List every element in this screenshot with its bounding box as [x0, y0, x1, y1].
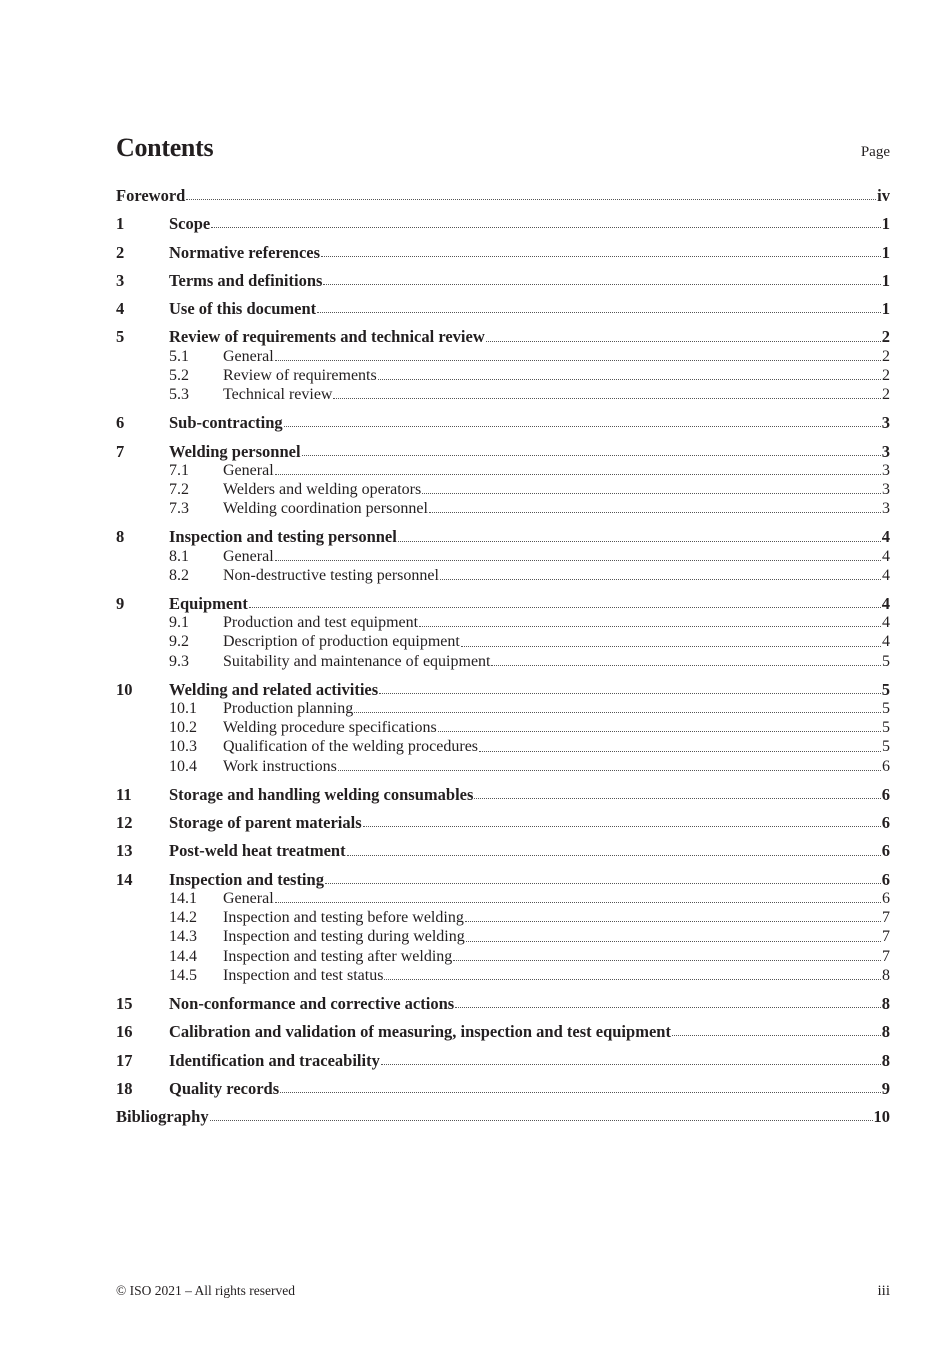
toc-entry-page[interactable]: 8	[881, 1050, 890, 1070]
toc-subentry[interactable]	[116, 718, 890, 737]
toc-entry-number: 18	[116, 1078, 133, 1098]
toc-subentry[interactable]	[116, 547, 890, 566]
toc-subentry[interactable]	[116, 499, 890, 518]
toc-entry-page[interactable]: 7	[882, 909, 890, 927]
toc-entry-title[interactable]: Production planning	[223, 700, 354, 718]
toc-entry-number: 8.1	[169, 547, 189, 565]
toc-entry-page[interactable]: 2	[882, 385, 890, 403]
toc-entry-title[interactable]: Inspection and testing personnel	[169, 527, 397, 547]
toc-entry-page[interactable]: 5	[882, 738, 890, 756]
toc-subentry[interactable]	[116, 947, 890, 966]
toc-entry[interactable]	[116, 327, 890, 346]
toc-subentry[interactable]	[116, 927, 890, 946]
toc-entry-title[interactable]: Description of production equipment	[223, 633, 460, 651]
toc-entry-page[interactable]: 5	[882, 652, 890, 670]
toc-entry-number: 14.5	[169, 966, 197, 984]
toc-entry-title[interactable]: Welders and welding operators	[223, 480, 422, 498]
dot-leader	[275, 560, 881, 561]
toc-entry-number: 7.2	[169, 480, 189, 498]
dot-leader	[210, 1120, 873, 1121]
page-title: Contents	[116, 133, 214, 162]
toc-entry-number: 14.2	[169, 909, 197, 927]
toc-entry-title[interactable]: Inspection and test status	[223, 966, 384, 984]
toc-entry-page[interactable]: 3	[882, 461, 890, 479]
toc-entry-page[interactable]: 9	[881, 1078, 890, 1098]
toc-entry-number: 8	[116, 527, 125, 547]
dot-leader	[275, 902, 881, 903]
toc-entry-title[interactable]: Welding procedure specifications	[223, 719, 437, 737]
dot-leader	[455, 1007, 881, 1008]
dot-leader	[419, 626, 881, 627]
dot-leader	[333, 398, 881, 399]
toc-entry-page[interactable]: 4	[881, 594, 890, 614]
toc-entry-page[interactable]: 8	[882, 966, 890, 984]
toc-entry-number: 3	[116, 270, 125, 290]
toc-entry-number: 14.1	[169, 889, 197, 907]
toc-entry-title[interactable]: Non-destructive testing personnel	[223, 566, 439, 584]
dot-leader	[384, 979, 881, 980]
toc-entry-page[interactable]: 5	[882, 719, 890, 737]
toc-entry-title[interactable]: Sub-contracting	[169, 413, 283, 433]
toc-subentry[interactable]	[116, 966, 890, 985]
toc-entry-page[interactable]: 7	[882, 947, 890, 965]
toc-entry-page[interactable]: 6	[881, 869, 890, 889]
toc-entry-page[interactable]: 1	[881, 214, 890, 234]
toc-entry-page[interactable]: 1	[881, 270, 890, 290]
dot-leader	[275, 360, 881, 361]
toc-entry-title[interactable]: Technical review	[223, 385, 333, 403]
toc-entry-number: 10.3	[169, 738, 197, 756]
toc-entry-title[interactable]: General	[223, 347, 274, 365]
dot-leader	[440, 579, 881, 580]
toc-entry-number: 9.1	[169, 614, 189, 632]
toc-entry-title[interactable]: General	[223, 461, 274, 479]
toc-entry-page[interactable]: 5	[882, 700, 890, 718]
dot-leader	[378, 379, 881, 380]
toc-entry[interactable]	[116, 680, 890, 699]
toc-entry-page[interactable]: 3	[881, 413, 890, 433]
toc-entry-number: 14.3	[169, 928, 197, 946]
toc-entry[interactable]	[116, 243, 890, 262]
toc-subentry[interactable]	[116, 613, 890, 632]
dot-leader	[363, 826, 881, 827]
toc-entry-number: 12	[116, 813, 133, 833]
toc-entry[interactable]	[116, 299, 890, 318]
toc-entry-title[interactable]: General	[223, 547, 274, 565]
toc-subentry[interactable]	[116, 566, 890, 585]
toc-entry-number: 5	[116, 327, 125, 347]
dot-leader	[347, 855, 881, 856]
dot-leader	[465, 921, 881, 922]
toc-entry-page[interactable]: 5	[881, 679, 890, 699]
toc-entry[interactable]	[116, 813, 890, 832]
toc-entry-number: 13	[116, 841, 133, 861]
table-of-contents	[116, 186, 890, 1126]
toc-entry-page[interactable]: 6	[882, 889, 890, 907]
toc-entry-title[interactable]: Calibration and validation of measuring, inspection and test equipment	[169, 1022, 671, 1042]
dot-leader	[381, 1064, 881, 1065]
toc-entry-title[interactable]: Welding coordination personnel	[223, 500, 428, 518]
page-column-label: Page	[860, 144, 890, 160]
dot-leader	[429, 512, 881, 513]
toc-subentry[interactable]	[116, 757, 890, 776]
toc-entry-title[interactable]: Use of this document	[169, 299, 317, 319]
dot-leader	[438, 731, 881, 732]
toc-entry-page[interactable]: 2	[881, 327, 890, 347]
toc-entry-page[interactable]: 7	[882, 928, 890, 946]
toc-entry-number: 4	[116, 299, 125, 319]
toc-entry[interactable]	[116, 1051, 890, 1070]
toc-entry-page[interactable]: 3	[882, 480, 890, 498]
contents-heading	[116, 133, 890, 163]
toc-entry-number: 5.1	[169, 347, 189, 365]
toc-entry-number: 7.1	[169, 461, 189, 479]
dot-leader	[280, 1092, 881, 1093]
dot-leader	[354, 712, 881, 713]
toc-entry-title[interactable]: Welding personnel	[169, 441, 301, 461]
toc-entry-number: 10.2	[169, 719, 197, 737]
footer-page-number: iii	[877, 1283, 890, 1299]
copyright-notice: © ISO 2021 – All rights reserved	[116, 1283, 295, 1298]
dot-leader	[284, 426, 881, 427]
toc-entry[interactable]	[116, 994, 890, 1013]
toc-entry-title[interactable]: Storage of parent materials	[169, 813, 362, 833]
toc-entry[interactable]	[116, 1107, 890, 1126]
toc-entry-title[interactable]: Inspection and testing before welding	[223, 909, 464, 927]
toc-entry-number: 10.1	[169, 700, 197, 718]
dot-leader	[398, 541, 881, 542]
toc-entry[interactable]	[116, 214, 890, 233]
toc-entry[interactable]	[116, 1022, 890, 1041]
toc-subentry[interactable]	[116, 737, 890, 756]
toc-entry-number: 6	[116, 413, 125, 433]
dot-leader	[474, 798, 880, 799]
toc-subentry[interactable]	[116, 480, 890, 499]
toc-subentry[interactable]	[116, 461, 890, 480]
toc-entry[interactable]	[116, 527, 890, 546]
toc-entry-number: 2	[116, 242, 125, 262]
toc-entry[interactable]	[116, 271, 890, 290]
toc-entry-title[interactable]: Work instructions	[223, 757, 337, 775]
toc-entry-title[interactable]: Normative references	[169, 242, 321, 262]
toc-subentry[interactable]	[116, 889, 890, 908]
toc-entry-number: 9	[116, 594, 125, 614]
dot-leader	[211, 227, 881, 228]
toc-entry-page[interactable]: 2	[882, 347, 890, 365]
toc-entry-page[interactable]: 2	[882, 366, 890, 384]
dot-leader	[321, 256, 881, 257]
toc-entry-number: 7.3	[169, 500, 189, 518]
toc-entry-title[interactable]: Quality records	[169, 1078, 280, 1098]
toc-subentry[interactable]	[116, 652, 890, 671]
toc-entry-number: 1	[116, 214, 125, 234]
toc-subentry[interactable]	[116, 908, 890, 927]
dot-leader	[186, 199, 876, 200]
dot-leader	[461, 646, 881, 647]
toc-entry-page[interactable]: 8	[881, 993, 890, 1013]
toc-entry-number: 16	[116, 1022, 133, 1042]
toc-entry-title[interactable]: Inspection and testing during welding	[223, 928, 465, 946]
toc-entry-page[interactable]: iv	[877, 186, 890, 205]
dot-leader	[323, 284, 880, 285]
toc-entry[interactable]	[116, 1079, 890, 1098]
toc-entry-page[interactable]: 1	[881, 299, 890, 319]
toc-entry-page[interactable]: 4	[882, 566, 890, 584]
toc-entry[interactable]	[116, 594, 890, 613]
toc-entry-page[interactable]: 6	[881, 784, 890, 804]
dot-leader	[275, 474, 881, 475]
toc-entry-page[interactable]: 1	[881, 242, 890, 262]
toc-entry-title[interactable]: Production and test equipment	[223, 614, 419, 632]
toc-entry-title[interactable]: Welding and related activities	[169, 679, 379, 699]
page-footer	[116, 1283, 890, 1300]
toc-subentry[interactable]	[116, 347, 890, 366]
toc-entry-title[interactable]: Terms and definitions	[169, 270, 323, 290]
toc-entry[interactable]	[116, 442, 890, 461]
toc-entry-page[interactable]: 3	[881, 441, 890, 461]
toc-entry-title[interactable]: Review of requirements and technical review	[169, 327, 485, 347]
dot-leader	[466, 941, 881, 942]
toc-entry-title[interactable]: Inspection and testing	[169, 869, 324, 889]
toc-entry-number: 9.2	[169, 633, 189, 651]
toc-entry-number: 8.2	[169, 566, 189, 584]
toc-entry-page[interactable]: 3	[882, 500, 890, 518]
toc-entry-number: 15	[116, 993, 133, 1013]
toc-entry-number: 14	[116, 869, 133, 889]
dot-leader	[317, 312, 881, 313]
toc-entry-title[interactable]: Scope	[169, 214, 211, 234]
toc-entry-page[interactable]: 4	[881, 527, 890, 547]
dot-leader	[486, 341, 881, 342]
dot-leader	[379, 693, 881, 694]
toc-entry-title[interactable]: Review of requirements	[223, 366, 377, 384]
toc-entry[interactable]	[116, 870, 890, 889]
toc-entry[interactable]	[116, 413, 890, 432]
toc-entry-number: 14.4	[169, 947, 197, 965]
toc-entry-title[interactable]: Non-conformance and corrective actions	[169, 993, 455, 1013]
dot-leader	[325, 883, 881, 884]
toc-entry-number: 11	[116, 784, 132, 804]
dot-leader	[249, 607, 881, 608]
toc-entry-number: 9.3	[169, 652, 189, 670]
toc-entry-page[interactable]: 4	[882, 614, 890, 632]
toc-entry-title[interactable]: Inspection and testing after welding	[223, 947, 453, 965]
toc-entry-title[interactable]: Post-weld heat treatment	[169, 841, 346, 861]
toc-entry-title[interactable]: Equipment	[169, 594, 248, 614]
toc-subentry[interactable]	[116, 699, 890, 718]
dot-leader	[422, 493, 881, 494]
toc-subentry[interactable]	[116, 385, 890, 404]
toc-entry-page[interactable]: 6	[881, 841, 890, 861]
toc-entry-title[interactable]: Suitability and maintenance of equipment	[223, 652, 491, 670]
dot-leader	[338, 770, 881, 771]
dot-leader	[672, 1035, 881, 1036]
toc-entry-title[interactable]: Foreword	[116, 186, 186, 205]
toc-entry-page[interactable]: 10	[873, 1107, 890, 1127]
toc-entry-title[interactable]: Storage and handling welding consumables	[169, 784, 474, 804]
toc-entry-title[interactable]: Identification and traceability	[169, 1050, 380, 1070]
dot-leader	[453, 960, 881, 961]
toc-entry-page[interactable]: 4	[882, 547, 890, 565]
toc-entry-page[interactable]: 6	[881, 813, 890, 833]
toc-entry-title[interactable]: Qualification of the welding procedures	[223, 738, 479, 756]
toc-entry-number: 5.2	[169, 366, 189, 384]
toc-entry-number: 7	[116, 441, 125, 461]
toc-entry-title[interactable]: Bibliography	[116, 1107, 209, 1127]
toc-subentry[interactable]	[116, 366, 890, 385]
toc-entry-number: 10.4	[169, 757, 197, 775]
toc-entry-number: 10	[116, 679, 133, 699]
toc-entry-title[interactable]: General	[223, 889, 274, 907]
toc-entry-number: 5.3	[169, 385, 189, 403]
toc-entry[interactable]	[116, 841, 890, 860]
dot-leader	[302, 455, 881, 456]
toc-entry[interactable]	[116, 785, 890, 804]
dot-leader	[491, 665, 881, 666]
toc-entry[interactable]	[116, 186, 890, 205]
toc-subentry[interactable]	[116, 632, 890, 651]
dot-leader	[479, 751, 881, 752]
toc-entry-number: 17	[116, 1050, 133, 1070]
toc-entry-page[interactable]: 4	[882, 633, 890, 651]
toc-entry-page[interactable]: 8	[881, 1022, 890, 1042]
toc-entry-page[interactable]: 6	[882, 757, 890, 775]
